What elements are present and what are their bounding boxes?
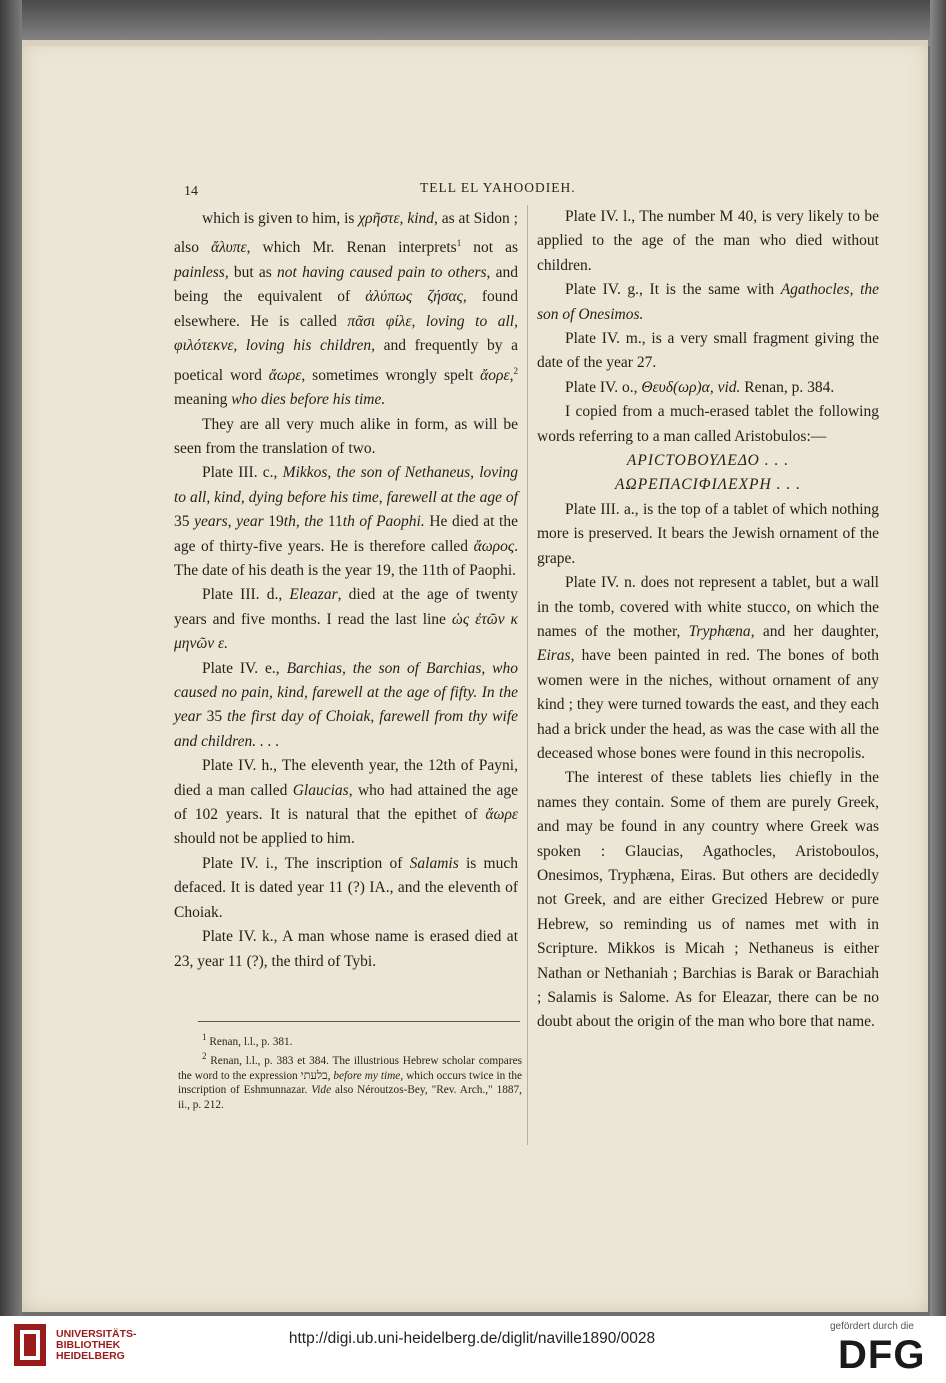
- university-seal-icon: [10, 1320, 50, 1370]
- permalink-url[interactable]: http://digi.ub.uni-heidelberg.de/diglit/naville1890/0028: [288, 1330, 656, 1347]
- left-column: [174, 207, 518, 974]
- paragraph: Plate IV. g., It is the same with Agathocles, the son of Onesimos.: [537, 281, 880, 323]
- page-number: 14: [184, 184, 198, 199]
- viewer-footer: [0, 1316, 946, 1383]
- paragraph: The interest of these tablets lies chiefly in the names they contain. Some of them are purely Greek, and may be found in any country where Greek was spoken : Glaucias, Agathocles, Aristoboulos, Onesimos, Tryphæna, Eiras. But others are decidedly not Greek, and are either Grecized Hebrew or pure Hebrew, so reminding us of names met with in Scripture. Mikkos is Micah ; Nethaneus is either Nathan or Nethaniah ; Barchias is Barak or Barachiah ; Salamis is Salome. As for Eleazar, there can be no doubt about the origin of the man who bore that name.: [537, 769, 879, 1031]
- paragraph: Plate IV. m., is a very small fragment giving the date of the year 27.: [537, 330, 879, 372]
- paragraph: Plate III. c., Mikkos, the son of Nethaneus, loving to all, kind, dying before his time, farewell at the age of 35 years, year 19th, the 11th of Paophi. He died at the age of thirty-five years. He is therefore called ἄωρος. The date of his death is the year 19, the 11th of Paophi.: [174, 464, 518, 579]
- paragraph: Plate III. a., is the top of a tablet of which nothing more is preserved. It bears the Jewish ornament of the grape.: [537, 500, 879, 567]
- paragraph: Plate IV. i., The inscription of Salamis is much defaced. It is dated year 11 (?) IA., and the eleventh of Choiak.: [174, 854, 518, 921]
- funded-by-label: gefördert durch die: [830, 1321, 914, 1332]
- footnotes: [178, 1030, 522, 1112]
- institution-name[interactable]: [56, 1329, 137, 1362]
- paragraph: Plate IV. k., A man whose name is erased died at 23, year 11 (?), the third of Tybi.: [174, 928, 518, 970]
- paragraph: Plate IV. l., The number M 40, is very likely to be applied to the age of the man who died without children.: [537, 208, 879, 274]
- institution-line: BIBLIOTHEK: [56, 1339, 121, 1351]
- paragraph: I copied from a much-erased tablet the following words referring to a man called Aristobulos:—: [537, 403, 879, 445]
- dfg-logo[interactable]: DFG: [838, 1333, 926, 1377]
- paragraph: Plate III. d., Eleazar, died at the age of twenty years and five months. I read the last line ὡς ἐτῶν κ μηνῶν ε.: [174, 586, 518, 653]
- footnote: $^2$ Renan, l.l., p. 383 et 384. The illustrious Hebrew scholar compares the word to the expression בלעתי, before my time, which occurs twice in the inscription of Eshmunnazar. Vide also Néroutzos-Bey, "Rev. Arch.," 1887, ii., p. 212.: [178, 1051, 522, 1111]
- scan-background-left: [0, 0, 22, 1320]
- footnote-rule: [198, 1021, 520, 1022]
- paragraph: Plate IV. e., Barchias, the son of Barchias, who caused no pain, kind, farewell at the age of fifty. In the year 35 the first day of Choiak, farewell from thy wife and children. . . .: [174, 659, 519, 750]
- institution-line: UNIVERSITÄTS-: [56, 1328, 137, 1340]
- greek-inscription-line: ΑΩΡΕΠΑCΙΦΙΛΕΧΡΗ . . .: [615, 476, 801, 494]
- scan-background-right: [930, 0, 946, 1320]
- paragraph: which is given to him, is χρῆστε, kind, as at Sidon ; also ἄλυπε, which Mr. Renan interprets$^1$ not as painless, but as not having caused pain to others, and being the equivalent of ἀλύπως ζήσας, found elsewhere. He is called πᾶσι φίλε, loving to all, φιλότεκνε, loving his children, and frequently by a poetical word ἄωρε, sometimes wrongly spelt ἄορε,$^2$ meaning who dies before his time.: [174, 210, 519, 409]
- greek-inscription-line: ΑΡΙCΤΟΒΟΥΛΕΔΟ . . .: [626, 452, 790, 470]
- footnote: $^1$ Renan, l.l., p. 381.: [202, 1032, 293, 1048]
- paragraph: They are all very much alike in form, as will be seen from the translation of two.: [174, 415, 518, 457]
- institution-line: HEIDELBERG: [56, 1350, 125, 1362]
- running-title: TELL EL YAHOODIEH.: [420, 180, 576, 195]
- paragraph: Plate IV. o., Θευδ(ωρ)α, vid. Renan, p. 384.: [565, 378, 835, 396]
- paragraph: Plate IV. n. does not represent a tablet, but a wall in the tomb, covered with white stucco, on which the names of the mother, Tryphæna, and her daughter, Eiras, have been painted in red. The bones of both women were in the niches, without ornament of any kind ; they were turned towards the east, and they each had a brick under the head, as was the case with all the deceased whose bones were found in this necropolis.: [537, 574, 880, 762]
- paragraph: Plate IV. h., The eleventh year, the 12th of Payni, died a man called Glaucias, who had attained the age of 102 years. It is natural that the epithet of ἄωρε should not be applied to him.: [174, 757, 518, 848]
- page-edge: [22, 40, 928, 46]
- column-divider: [527, 205, 528, 1145]
- right-column: [537, 205, 879, 1035]
